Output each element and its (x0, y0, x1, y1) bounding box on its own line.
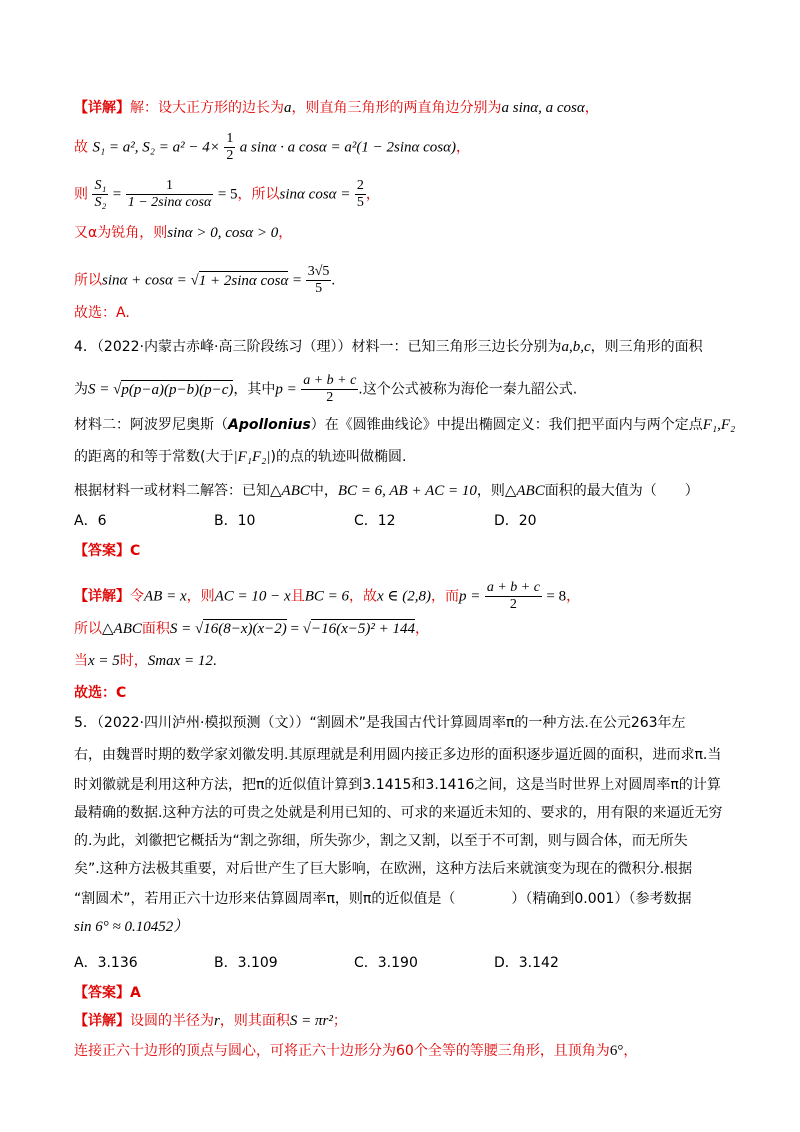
frac-num: S₁ (94, 178, 107, 193)
fraction (126, 178, 214, 211)
text: 面积 (141, 621, 170, 637)
text: ，则 (476, 483, 505, 499)
text: ； (332, 1013, 347, 1029)
q4-stem-line-4 (74, 446, 740, 468)
text: ）在《圆锥曲线论》中提出椭圆定义：我们把平面内与两个定点 (310, 417, 703, 433)
math: sinα > 0, cosα > 0 (167, 225, 279, 241)
question-number: 5． (74, 715, 97, 731)
q3-detail-line-1 (74, 97, 740, 119)
frac-den: S₂ (94, 195, 107, 210)
text: ，故 (348, 588, 377, 605)
option-a: A．6 (74, 513, 107, 529)
text: ， (278, 225, 293, 241)
math: = 8 (546, 588, 567, 605)
math: △ABC (102, 621, 142, 637)
math: a (284, 100, 292, 116)
detail-label: 【详解】 (74, 100, 130, 116)
option-d: D．3.142 (494, 955, 559, 971)
q5-stem-line-8: sin 6° ≈ 0.10452） (74, 919, 189, 935)
text: )的点的轨迹叫做椭圆. (270, 449, 407, 465)
frac-den: 2 (326, 390, 334, 405)
fraction (301, 373, 358, 406)
text: ，所以 (237, 186, 280, 203)
text: 时， (119, 653, 148, 669)
text: 令 (130, 588, 144, 605)
text: 解：设大正方形的边长为 (130, 100, 284, 116)
math: |F₁F₂| (233, 449, 271, 465)
math: x ∈ (2,8) (376, 588, 431, 605)
text: ， (623, 1043, 638, 1059)
sqrt-body: p(p−a)(p−b)(p−c) (121, 381, 234, 398)
text: “割圆术”是我国古代计算圆周率π的一种方法.在公元263年左 (309, 715, 686, 731)
frac-num: a + b + c (303, 373, 357, 388)
math: sinα + cosα = (102, 272, 191, 289)
sqrt-sign: √ (190, 272, 199, 289)
math: AB = x (144, 588, 187, 605)
q5-options (74, 952, 740, 974)
q4-stem-line-1 (74, 336, 740, 358)
fraction (224, 131, 235, 164)
text: 又α为锐角，则 (74, 225, 168, 241)
q5-stem-line-2: 右，由魏晋时期的数学家刘徽发明.其原理就是利用圆内接正多边形的面积逐步逼近圆的面积，进而求π.当 (74, 747, 722, 763)
q4-detail-line-2 (74, 618, 740, 640)
q4-choice: 故选：C (74, 685, 127, 701)
math: p = (275, 381, 297, 398)
math: △ABC (270, 483, 310, 499)
q5-detail-line-1 (74, 1010, 740, 1032)
text: 的距离的和等于常数(大于 (74, 449, 234, 465)
q5-stem-line-1 (74, 712, 740, 734)
frac-den: 1 − 2sinα cosα (127, 195, 212, 210)
text: ， (415, 621, 429, 637)
option-b: B．10 (214, 513, 256, 529)
math: BC = 6 (304, 588, 349, 605)
fraction (92, 178, 108, 211)
math: = 5 (217, 186, 238, 203)
q4-answer: 【答案】C (74, 543, 141, 559)
sqrt-body: 1 + 2sinα cosα (198, 272, 289, 289)
text: 当 (74, 653, 88, 669)
q5-stem-line-5: 的.为此，刘徽把它概括为“割之弥细，所失弥少，割之又割，以至于不可割，则与圆合体，而无所失 (74, 833, 688, 849)
math: p = (459, 588, 481, 605)
q4-stem-line-2 (74, 373, 740, 406)
math: F₁,F₂ (702, 417, 736, 433)
option-d: D．20 (494, 513, 537, 529)
math: = (292, 272, 302, 289)
name: Apollonius (228, 417, 311, 433)
math: x = 5 (88, 653, 120, 669)
q5-detail-line-2 (74, 1040, 740, 1062)
text: ， (566, 588, 581, 605)
text: 面积的最大值为（ ） (544, 483, 699, 499)
math: a,b,c (561, 339, 591, 355)
frac-num: 1 (226, 131, 234, 146)
text: 为 (74, 381, 88, 398)
text: ，则直角三角形的两直角边分别为 (291, 100, 502, 116)
text: ， (584, 100, 599, 116)
q5-stem-line-3: 时刘徽就是利用这种方法，把π的近似值计算到3.1415和3.1416之间，这是当时世界上对圆周率π的计算 (74, 777, 721, 793)
frac-den: 5 (315, 281, 323, 296)
q3-detail-line-4 (74, 222, 740, 244)
math: . (331, 272, 336, 289)
text: ，而 (431, 588, 459, 605)
math: S₁ = a², S₂ = a² − 4× (92, 139, 220, 156)
text: ，则三角形的面积 (590, 339, 703, 355)
question-source: （2022·内蒙古赤峰·高三阶段练习（理）） (96, 339, 352, 355)
text: ，则 (186, 588, 215, 605)
text: .这个公式被称为海伦一秦九韶公式. (358, 381, 578, 398)
fraction (485, 580, 542, 613)
detail-label: 【详解】 (74, 588, 130, 605)
q5-stem-line-4: 最精确的数据.这种方法的可贵之处就是利用已知的、可求的来逼近未知的、要求的，用有限的来逼近无穷 (74, 805, 723, 821)
q4-stem-line-3 (74, 414, 740, 436)
math: a sinα · a cosα = a²(1 − 2sinα cosα) (239, 139, 457, 156)
sqrt-body: −16(x−5)² + 144 (310, 621, 415, 637)
frac-num: a + b + c (486, 580, 540, 595)
math: r (214, 1013, 220, 1029)
text: 故 (74, 139, 88, 156)
option-c: C．12 (354, 513, 396, 529)
q5-stem-line-7: “割圆术”，若用正六十边形来估算圆周率π，则π的近似值是（ ）（精确到0.001）（参考数据 (74, 891, 692, 907)
math: 6° (609, 1043, 624, 1059)
q4-detail-line-1 (74, 580, 740, 613)
math: S = πr² (289, 1013, 333, 1029)
question-number: 4． (74, 339, 97, 355)
option-c: C．3.190 (354, 955, 418, 971)
frac-den: 2 (226, 148, 234, 163)
text: ，其中 (233, 381, 276, 398)
q5-stem-line-6: 矣”.这种方法极其重要，对后世产生了巨大影响，在欧洲，这种方法后来就演变为现在的微积分.根据 (74, 861, 693, 877)
frac-num: 3√5 (307, 264, 330, 279)
sqrt-sign: √ (195, 621, 204, 637)
text: 则 (74, 186, 88, 203)
math: Smax = 12 (147, 653, 213, 669)
math: △ABC (504, 483, 545, 499)
sqrt-body: 16(8−x)(x−2) (203, 621, 287, 637)
text: 连接正六十边形的顶点与圆心，可将正六十边形分为60个全等的等腰三角形，且顶角为 (74, 1043, 610, 1059)
text: ，则其面积 (219, 1013, 290, 1029)
q4-stem-line-5 (74, 480, 740, 502)
text: ， (365, 186, 380, 203)
text: 且 (290, 588, 305, 605)
frac-num: 1 (126, 178, 214, 195)
q3-detail-line-5 (74, 264, 740, 297)
text: 所以 (74, 272, 102, 289)
frac-den: 2 (509, 597, 517, 612)
math: S = (169, 621, 195, 637)
q3-detail-line-3 (74, 178, 740, 211)
math: sinα cosα = (279, 186, 351, 203)
detail-label: 【详解】 (74, 1013, 130, 1029)
math: = (286, 621, 303, 637)
q3-detail-line-2 (74, 131, 740, 164)
text: 材料二：阿波罗尼奥斯（ (74, 417, 228, 433)
sqrt-sign: √ (302, 621, 311, 637)
text: 材料一：已知三角形三边长分别为 (351, 339, 562, 355)
text: 所以 (74, 621, 102, 637)
sqrt-sign: √ (113, 381, 122, 398)
frac-num: 2 (356, 178, 364, 193)
text: ， (456, 139, 471, 156)
q3-choice: 故选：A. (74, 305, 130, 321)
text: 根据材料一或材料二解答：已知 (74, 483, 270, 499)
fraction (306, 264, 332, 297)
option-a: A．3.136 (74, 955, 138, 971)
math: a sinα, a cosα (501, 100, 585, 116)
option-b: B．3.109 (214, 955, 278, 971)
q4-options (74, 510, 740, 532)
q4-detail-line-3 (74, 650, 740, 672)
q5-answer: 【答案】A (74, 985, 141, 1001)
frac-den: 5 (356, 195, 364, 210)
text: 设圆的半径为 (130, 1013, 214, 1029)
question-source: （2022·四川泸州·模拟预测（文）） (96, 715, 310, 731)
math: BC = 6, AB + AC = 10 (337, 483, 477, 499)
fraction (355, 178, 366, 211)
text: 中， (309, 483, 338, 499)
math: S = (88, 381, 114, 398)
math: = (112, 186, 122, 203)
math: AC = 10 − x (214, 588, 291, 605)
math: . (212, 653, 217, 669)
